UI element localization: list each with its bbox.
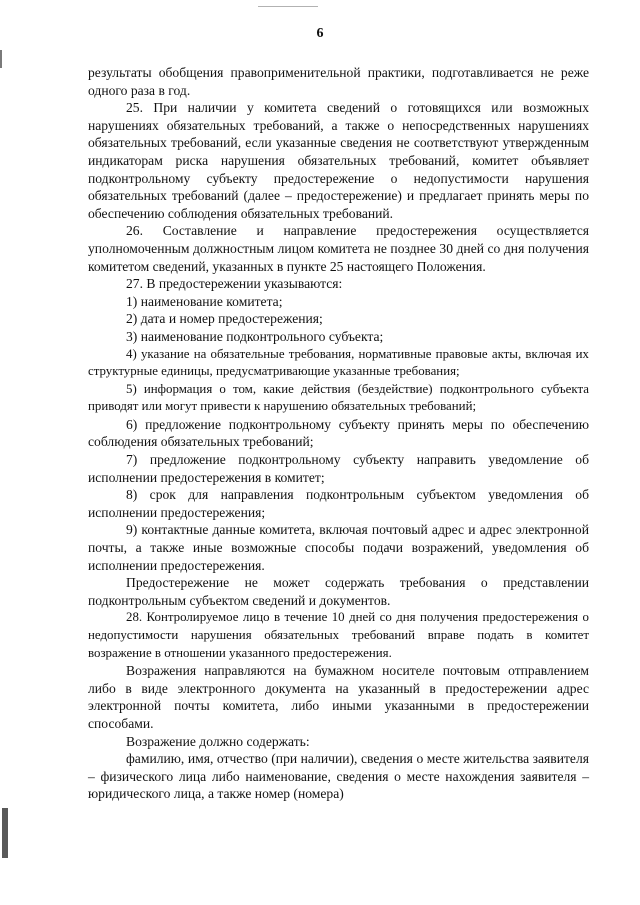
paragraph-continuation: результаты обобщения правоприменительной практики, подготавливается не реже одного раза в год.: [88, 65, 589, 98]
paragraph-objections: Возражения направляются на бумажном носителе почтовым отправлением либо в виде электронного документа на указанный в предостережении адрес электронной почты комитета, либо иными указанными в предостережении способами.: [88, 663, 589, 731]
paragraph-26: 26. Составление и направление предостережения осуществляется уполномоченным должностным лицом комитета не позднее 30 дней со дня получения комитетом сведений, указанных в пункте 25 настоящего Положения.: [88, 223, 589, 274]
list-item-8: 8) срок для направления подконтрольным субъектом уведомления об исполнении предостережения;: [88, 487, 589, 520]
paragraph-27: 27. В предостережении указываются:: [126, 276, 343, 292]
list-item-1: 1) наименование комитета;: [126, 293, 283, 309]
list-item-7: 7) предложение подконтрольному субъекту направить уведомление об исполнении предостережения в комитет;: [88, 452, 589, 485]
list-item-9: 9) контактные данные комитета, включая почтовый адрес и адрес электронной почты, а также иные возможные способы подачи возражений, уведомления об исполнении предостережения.: [88, 522, 589, 573]
paragraph-objection-content: Возражение должно содержать:: [126, 733, 310, 749]
document-body: [88, 64, 589, 803]
paragraph-28: 28. Контролируемое лицо в течение 10 дней со дня получения предостережения о недопустимости нарушения обязательных требований вправе подать в комитет возражение в отношении указанного предостережения.: [88, 610, 589, 660]
paragraph-25: 25. При наличии у комитета сведений о готовящихся или возможных нарушениях обязательных требований, а также о непосредственных нарушениях обязательных требований, если указанные сведения не соответствуют утвержденным индикаторам риска нарушения обязательных требований, комитет объявляет подконтрольному субъекту предостережение о недопустимости нарушения обязательных требований (далее – предостережение) и предлагает принять меры по обеспечению соблюдения обязательных требований.: [88, 100, 589, 221]
list-item-3: 3) наименование подконтрольного субъекта;: [126, 328, 384, 344]
scan-artifact-top: [258, 6, 318, 7]
list-item-2: 2) дата и номер предостережения;: [126, 311, 323, 327]
scan-artifact-left-top: [0, 50, 2, 68]
scan-artifact-left-bottom: [2, 808, 8, 858]
list-item-5: 5) информация о том, какие действия (бездействие) подконтрольного субъекта приводят или могут привести к нарушению обязательных требований;: [88, 381, 589, 414]
paragraph-warning-limit: Предостережение не может содержать требования о представлении подконтрольным субъектом сведений и документов.: [88, 575, 589, 608]
paragraph-applicant-details: фамилию, имя, отчество (при наличии), сведения о месте жительства заявителя – физического лица либо наименование, сведения о месте нахождения заявителя – юридического лица, а также номер (номера): [88, 751, 589, 802]
list-item-6: 6) предложение подконтрольному субъекту принять меры по обеспечению соблюдения обязательных требований;: [88, 416, 589, 450]
page-number: 6: [316, 26, 324, 41]
list-item-4: 4) указание на обязательные требования, нормативные правовые акты, включая их структурные единицы, предусматривающие указанные требования;: [88, 346, 589, 379]
